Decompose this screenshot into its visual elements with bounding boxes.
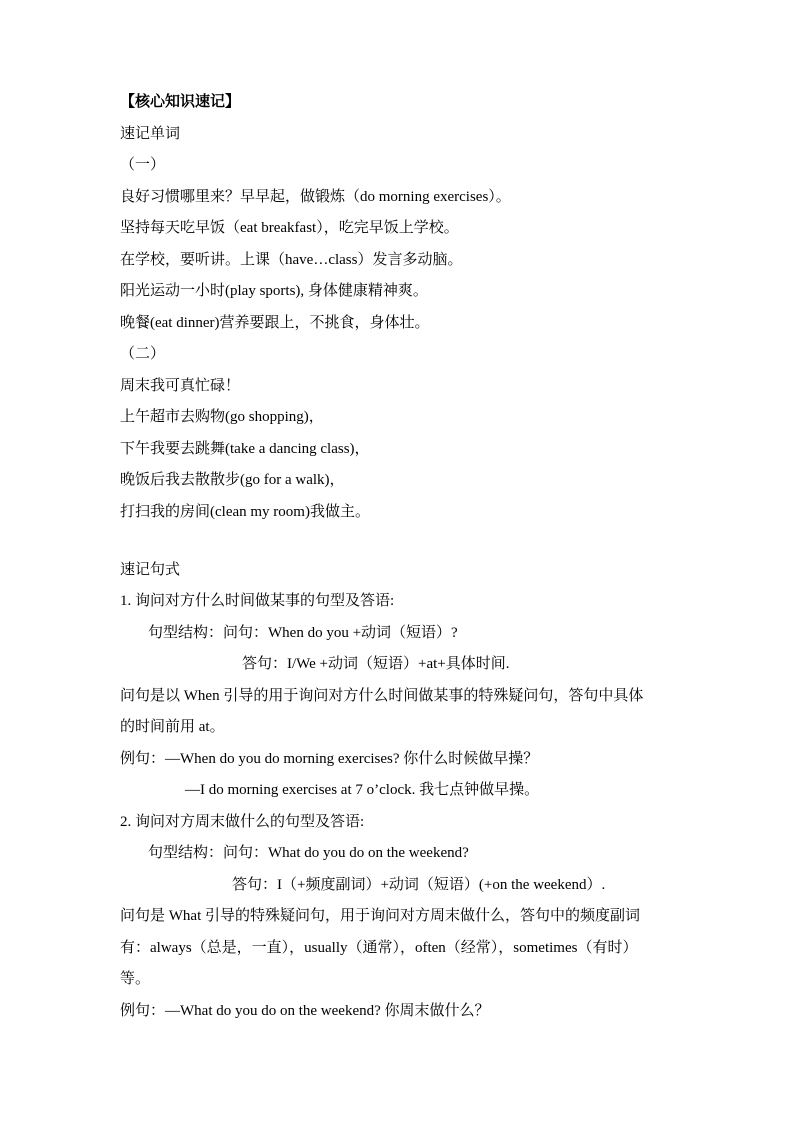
s1-example-question: 例句：—When do you do morning exercises? 你什么时候做早操？ [120, 751, 539, 767]
part1-marker: （一） [120, 157, 166, 173]
section-heading: 【核心知识速记】 [120, 94, 241, 110]
sentence-title: 速记句式 [120, 562, 181, 578]
part2-line-4: 晚饭后我去散散步(go for a walk)， [120, 472, 345, 488]
part2-line-5: 打扫我的房间(clean my room)我做主。 [120, 504, 370, 520]
s2-answer: 答句：I（+频度副词）+动词（短语）(+on the weekend）. [232, 877, 606, 893]
s2-note-line-3: 等。 [120, 971, 151, 987]
s2-structure: 句型结构：问句：What do you do on the weekend? [148, 845, 469, 861]
s2-example-question: 例句：—What do you do on the weekend? 你周末做什么？ [120, 1003, 490, 1019]
s2-note-line-2: 有：always（总是，一直），usually（通常），often（经常），sometimes（有时） [120, 940, 638, 956]
part2-line-3: 下午我要去跳舞(take a dancing class)， [120, 441, 370, 457]
s2-title: 2. 询问对方周末做什么的句型及答语: [120, 814, 365, 830]
s1-note-line-1: 问句是以 When 引导的用于询问对方什么时间做某事的特殊疑问句，答句中具体 [120, 688, 644, 704]
s2-note-line-1: 问句是 What 引导的特殊疑问句，用于询问对方周末做什么，答句中的频度副词 [120, 908, 640, 924]
part2-line-2: 上午超市去购物(go shopping)， [120, 409, 324, 425]
part1-line-3: 在学校，要听讲。上课（have…class）发言多动脑。 [120, 252, 463, 268]
s1-answer: 答句：I/We +动词（短语）+at+具体时间. [242, 656, 510, 672]
part2-line-1: 周末我可真忙碌！ [120, 378, 241, 394]
part1-line-2: 坚持每天吃早饭（eat breakfast），吃完早饭上学校。 [120, 220, 459, 236]
part1-line-1: 良好习惯哪里来？早早起，做锻炼（do morning exercises）。 [120, 189, 511, 205]
part1-line-4: 阳光运动一小时(play sports), 身体健康精神爽。 [120, 283, 428, 299]
vocab-title: 速记单词 [120, 126, 181, 142]
s1-example-answer: —I do morning exercises at 7 o’clock. 我七点钟做早操。 [185, 782, 540, 798]
s1-structure: 句型结构：问句：When do you +动词（短语）? [148, 625, 458, 641]
part2-marker: （二） [120, 346, 166, 362]
part1-line-5: 晚餐(eat dinner)营养要跟上，不挑食，身体壮。 [120, 315, 430, 331]
s1-note-line-2: 的时间前用 at。 [120, 719, 225, 735]
s1-title: 1. 询问对方什么时间做某事的句型及答语: [120, 593, 395, 609]
